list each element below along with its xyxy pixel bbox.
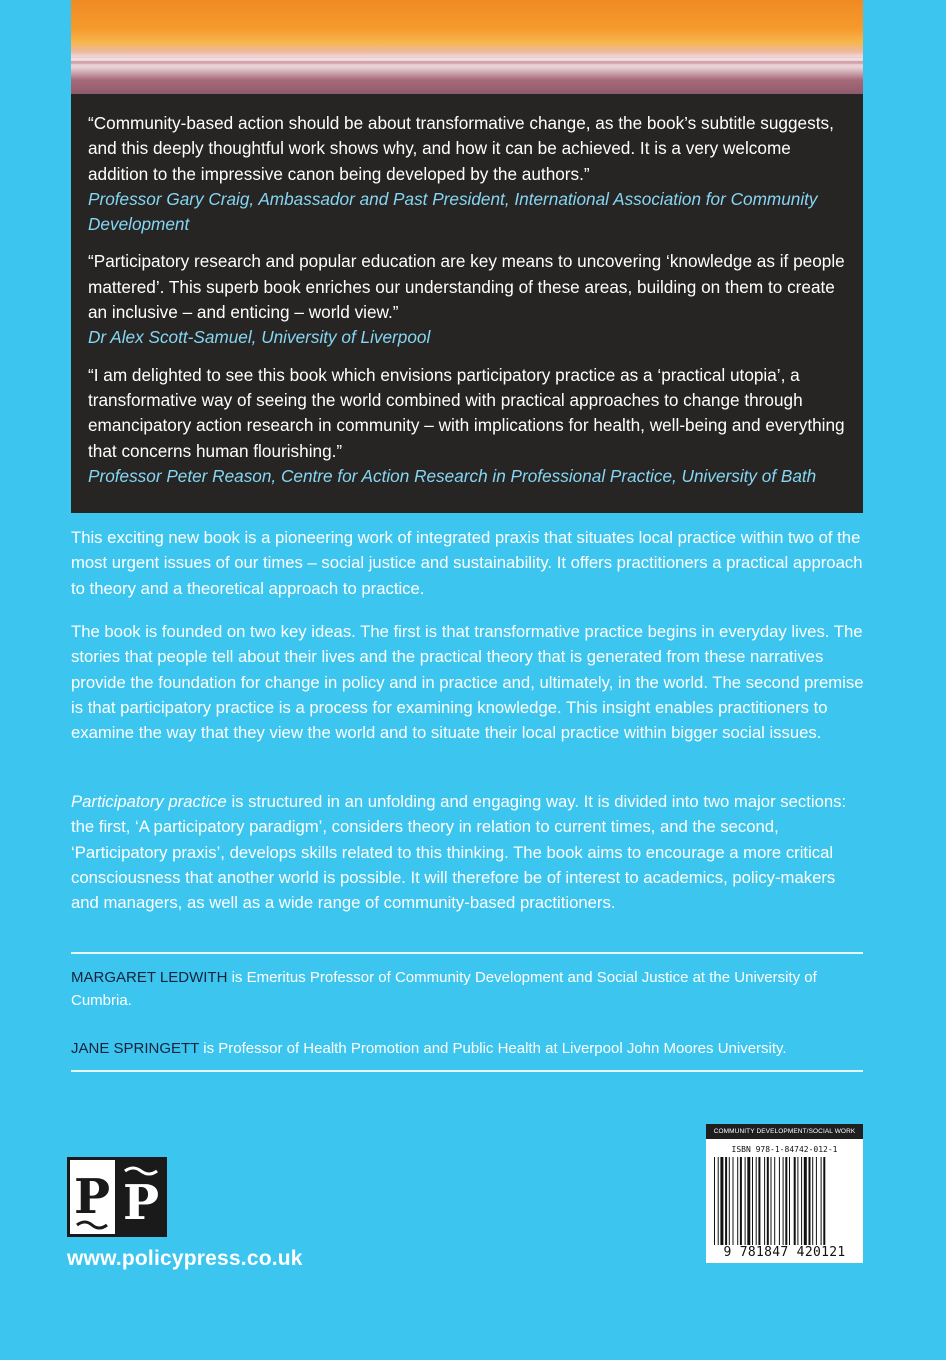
endorsement-quote [88,363,847,489]
author-name: JANE SPRINGETT [71,1040,200,1057]
quote-attribution: Dr Alex Scott-Samuel, University of Liverpool [88,327,431,348]
endorsement-quote [88,111,847,237]
book-title: Participatory practice [71,792,227,811]
barcode-panel [706,1124,863,1263]
divider-bottom [71,1070,863,1072]
author-bio-text: is Professor of Health Promotion and Public Health at Liverpool John Moores University. [199,1040,787,1057]
description-paragraph-2: The book is founded on two key ideas. The first is that transformative practice begins in everyday lives. The stories that people tell about their lives and the practical theory that is generated from these narratives provide the foundation for change in policy and in practice and, ultimately, in the world. The second premise is that participatory practice is a process for examining knowledge. This insight enables practitioners to examine the way that they view the world and to situate their local practice within bigger social issues. [71,622,864,743]
publisher-url[interactable]: www.policypress.co.uk [67,1247,303,1270]
barcode-digits: 9 781847 420121 [723,1245,846,1260]
quote-text: “Community-based action should be about transformative change, as the book’s subtitle suggests, and this deeply thoughtful work shows why, and how it can be achieved. It is a very welcome addition to the impressive canon being developed by the authors.” [88,113,834,184]
isbn-text: ISBN 978-1-84742-012-1 [731,1145,838,1154]
cover-photo-strip [71,0,863,94]
author-bio-text: is Emeritus Professor of Community Development and Social Justice at the University of Cumbria. [71,969,817,1009]
barcode-bars [714,1157,857,1245]
quote-attribution: Professor Peter Reason, Centre for Action Research in Professional Practice, University of Bath [88,465,817,486]
author-bio [71,1037,863,1060]
policy-press-logo [67,1157,167,1237]
endorsement-quote [88,249,847,350]
svg-text:P: P [73,1169,111,1225]
quote-text: “I am delighted to see this book which envisions participatory practice as a ‘practical utopia’, a transformative way of seeing the world combined with practical approaches to change through emancipatory action research in community – with implications for health, well-being and everything that concerns human flourishing.” [88,364,845,461]
endorsements-panel [71,94,863,513]
author-name: MARGARET LEDWITH [71,969,228,986]
barcode-category: COMMUNITY DEVELOPMENT/SOCIAL WORK [706,1124,863,1139]
divider-top [71,952,863,954]
quote-text: “Participatory research and popular education are key means to uncovering ‘knowledge as if people mattered’. This superb book enriches our understanding of these areas, building on them to create an inclusive – and enticing – world view.” [88,251,845,323]
author-bio [71,966,863,1012]
description-paragraph-1: This exciting new book is a pioneering work of integrated praxis that situates local practice within two of the most urgent issues of our times – social justice and sustainability. It offers practitioners a practical approach to theory and a theoretical approach to practice. [71,528,863,598]
svg-text:P: P [122,1175,160,1231]
description-paragraph-3 [71,789,866,915]
description-paragraph-3-text: is structured in an unfolding and engaging way. It is divided into two major sections: the first, ‘A participatory paradigm’, considers theory in relation to current times, and the second, ‘Participatory praxis’, develops skills related to this thinking. The book aims to encourage a more critical consciousness that another world is possible. It will therefore be of interest to academics, policy-makers and managers, as well as a wide range of community-based practitioners. [71,792,847,913]
quote-attribution: Professor Gary Craig, Ambassador and Past President, International Association for Community Development [88,188,818,235]
